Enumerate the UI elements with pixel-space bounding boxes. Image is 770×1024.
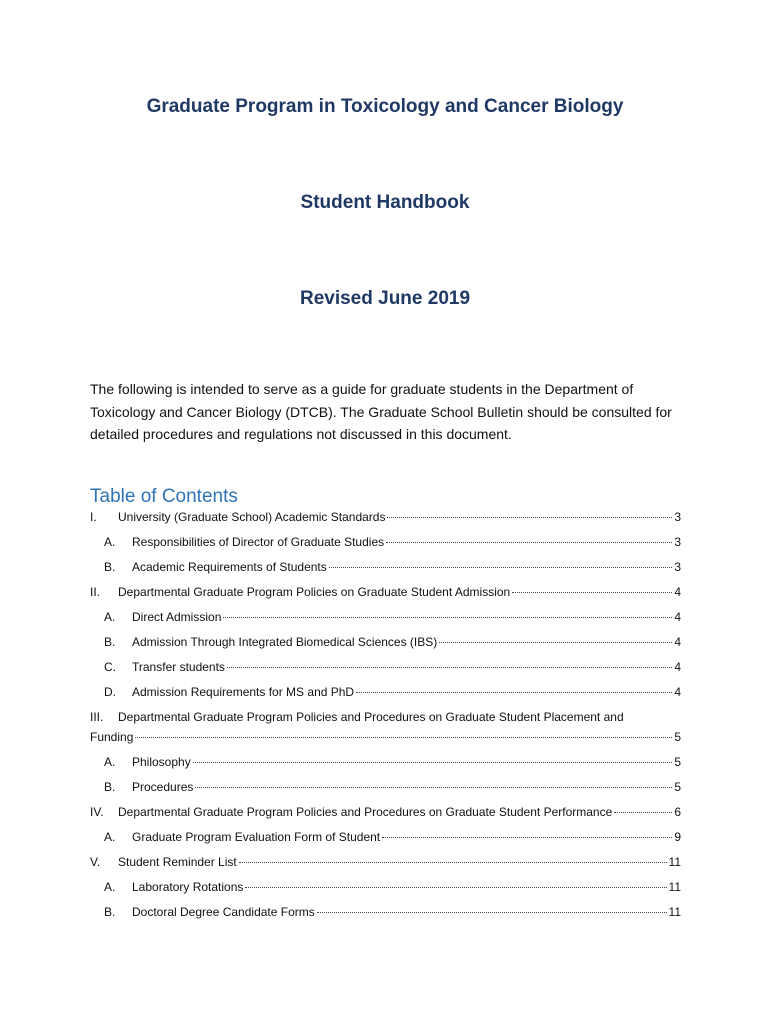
toc-label: Student Reminder List [118, 855, 237, 869]
intro-paragraph: The following is intended to serve as a guide for graduate students in the Department of Toxicology and Cancer Biology (DTCB). The Graduate School Bulletin should be consulted for detailed procedures and regulations not discussed in this document. [90, 381, 672, 442]
document-title: Graduate Program in Toxicology and Cancer Biology [146, 96, 624, 117]
toc-page: 4 [674, 585, 681, 599]
toc-entry[interactable] [90, 535, 681, 560]
toc-page: 4 [674, 610, 681, 624]
toc-leader [195, 787, 672, 788]
toc-leader [387, 517, 672, 518]
toc-label-continuation: Funding [90, 730, 134, 744]
toc-label: Doctoral Degree Candidate Forms [132, 905, 315, 919]
toc-label: Academic Requirements of Students [132, 560, 327, 574]
toc-entry[interactable] [90, 830, 681, 855]
toc-leader [356, 692, 672, 693]
toc-leader [329, 567, 673, 568]
toc-page: 3 [674, 535, 681, 549]
toc-page: 4 [674, 660, 681, 674]
toc-entry[interactable] [90, 755, 681, 780]
toc-heading: Table of Contents [90, 486, 238, 507]
toc-leader [223, 617, 672, 618]
toc-entry[interactable] [90, 635, 681, 660]
toc-number: A. [104, 610, 116, 624]
toc-label: Transfer students [132, 660, 225, 674]
toc-number: C. [104, 660, 116, 674]
toc-leader [382, 837, 672, 838]
toc-entry[interactable] [90, 880, 681, 905]
table-of-contents [90, 510, 681, 930]
toc-label: Philosophy [132, 755, 191, 769]
toc-leader [317, 912, 667, 913]
toc-entry[interactable] [90, 660, 681, 685]
toc-number: A. [104, 535, 116, 549]
toc-number: II. [90, 585, 101, 599]
toc-entry[interactable] [90, 855, 681, 880]
toc-leader [239, 862, 667, 863]
toc-label: Departmental Graduate Program Policies on Graduate Student Admission [118, 585, 511, 599]
toc-entry[interactable] [90, 710, 681, 730]
toc-entry[interactable] [90, 805, 681, 830]
toc-leader [193, 762, 673, 763]
toc-page: 5 [674, 730, 681, 744]
toc-label: University (Graduate School) Academic Standards [118, 510, 386, 524]
toc-label: Graduate Program Evaluation Form of Student [132, 830, 381, 844]
toc-number: B. [104, 905, 116, 919]
toc-entry[interactable] [90, 510, 681, 535]
toc-page: 3 [674, 560, 681, 574]
toc-page: 5 [674, 755, 681, 769]
toc-number: B. [104, 560, 116, 574]
toc-number: V. [90, 855, 101, 869]
toc-leader [135, 737, 672, 738]
toc-label: Direct Admission [132, 610, 222, 624]
toc-leader [227, 667, 672, 668]
toc-page: 4 [674, 635, 681, 649]
toc-label: Departmental Graduate Program Policies and Procedures on Graduate Student Placement and [118, 710, 624, 724]
toc-number: A. [104, 830, 116, 844]
toc-label: Procedures [132, 780, 194, 794]
toc-label: Responsibilities of Director of Graduate Studies [132, 535, 385, 549]
toc-page: 4 [674, 685, 681, 699]
toc-entry[interactable] [90, 585, 681, 610]
toc-page: 11 [668, 855, 681, 869]
toc-number: A. [104, 880, 116, 894]
toc-label: Departmental Graduate Program Policies and Procedures on Graduate Student Performance [118, 805, 613, 819]
toc-number: III. [90, 710, 104, 724]
toc-page: 3 [674, 510, 681, 524]
toc-leader [439, 642, 672, 643]
toc-label: Admission Through Integrated Biomedical Sciences (IBS) [132, 635, 438, 649]
toc-number: D. [104, 685, 116, 699]
toc-entry-continuation[interactable] [90, 730, 681, 755]
toc-page: 9 [674, 830, 681, 844]
toc-page: 11 [668, 905, 681, 919]
toc-entry[interactable] [90, 610, 681, 635]
toc-page: 6 [674, 805, 681, 819]
toc-leader [245, 887, 666, 888]
toc-entry[interactable] [90, 905, 681, 930]
toc-leader [386, 542, 672, 543]
toc-number: B. [104, 635, 116, 649]
toc-entry[interactable] [90, 780, 681, 805]
toc-label: Laboratory Rotations [132, 880, 244, 894]
toc-entry[interactable] [90, 560, 681, 585]
toc-page: 5 [674, 780, 681, 794]
toc-number: B. [104, 780, 116, 794]
toc-leader [512, 592, 672, 593]
toc-entry[interactable] [90, 685, 681, 710]
revision-date: Revised June 2019 [299, 288, 471, 309]
toc-leader [614, 812, 672, 813]
toc-number: A. [104, 755, 116, 769]
toc-label: Admission Requirements for MS and PhD [132, 685, 355, 699]
toc-page: 11 [668, 880, 681, 894]
toc-number: I. [90, 510, 97, 524]
document-subtitle: Student Handbook [300, 192, 470, 213]
toc-number: IV. [90, 805, 104, 819]
